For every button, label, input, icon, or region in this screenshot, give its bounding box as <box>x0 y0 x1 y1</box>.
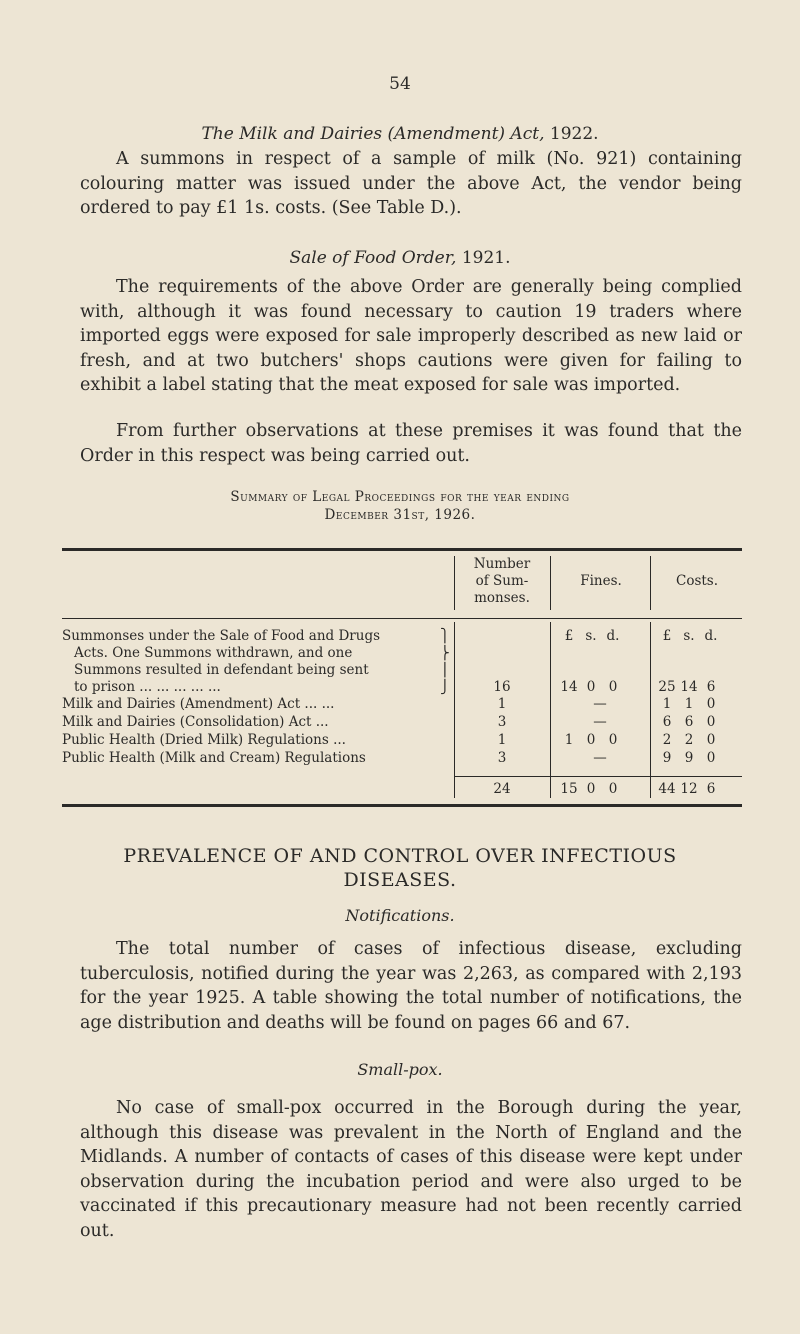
title-text: The Milk and Dairies (Amendment) Act, <box>201 124 545 144</box>
total-divider <box>650 778 651 798</box>
amount: 6 <box>684 714 694 730</box>
milk-dairies-act-title <box>0 124 800 144</box>
fines-cell: — <box>593 696 607 712</box>
sale-of-food-paragraph-2: From further observations at these premises it was found that the Order in this respect was being carried out. <box>80 421 742 466</box>
milk-dairies-paragraph: A summons in respect of a sample of milk (No. 921) containing colouring matter was issued under the above Act, the vendor being ordered to pay £1 1s. costs. (See Table D.). <box>80 149 742 218</box>
header-line: Number <box>473 556 531 572</box>
summonses-cell: 1 <box>497 696 507 712</box>
fines-header: Fines. <box>580 573 622 589</box>
column-divider <box>454 622 455 778</box>
fines-cell: — <box>593 750 607 766</box>
amount: 0 <box>586 732 596 748</box>
header-divider <box>650 556 651 610</box>
column-divider <box>650 622 651 778</box>
unit-pound: £ <box>564 628 574 644</box>
table-row-label: Public Health (Milk and Cream) Regulations <box>62 750 366 766</box>
amount: 1 <box>684 696 694 712</box>
small-pox-subtitle: Small-pox. <box>357 1060 443 1079</box>
summonses-header <box>457 556 547 607</box>
amount: 6 <box>662 714 672 730</box>
amount: 14 <box>680 679 698 695</box>
fines-cell <box>558 679 624 696</box>
amount: 0 <box>706 732 716 748</box>
legal-proceedings-table <box>62 548 742 800</box>
total-summonses: 24 <box>493 781 511 797</box>
header-rule <box>62 618 742 619</box>
unit-shilling: s. <box>585 628 597 644</box>
header-divider <box>454 556 455 610</box>
amount: 1 <box>564 732 574 748</box>
amount: 6 <box>706 679 716 695</box>
small-pox-paragraph: No case of small-pox occurred in the Borough during the year, although this disease was prevalent in the North of England and the Midlands. A number of contacts of cases of this disease were kept under observation during the incubation period and were also urged to be vaccinated if this precautionary measure had not been recently carried out. <box>80 1098 742 1241</box>
amount: 0 <box>586 781 596 797</box>
row-label: to prison ... ... ... ... ... <box>74 679 221 695</box>
summonses-cell: 16 <box>493 679 511 695</box>
total-fines <box>558 781 624 798</box>
title-year: 1922. <box>549 124 599 144</box>
amount: 0 <box>608 781 618 797</box>
summonses-cell: 1 <box>497 732 507 748</box>
costs-units <box>656 628 722 645</box>
total-rule <box>454 776 742 777</box>
notifications-subtitle: Notifications. <box>345 906 455 925</box>
table-row-label: Milk and Dairies (Consolidation) Act ... <box>62 714 329 730</box>
costs-cell <box>656 696 722 713</box>
amount: 0 <box>706 696 716 712</box>
amount: 0 <box>586 679 596 695</box>
amount: 0 <box>706 750 716 766</box>
fines-cell <box>558 732 624 749</box>
table-top-rule <box>62 548 742 551</box>
costs-cell <box>656 732 722 749</box>
amount: 15 <box>560 781 578 797</box>
amount: 2 <box>684 732 694 748</box>
costs-cell <box>656 750 722 767</box>
total-divider <box>550 778 551 798</box>
title-year: 1921. <box>461 248 511 268</box>
amount: 9 <box>662 750 672 766</box>
header-line: of Sum- <box>475 573 529 589</box>
sale-of-food-order-title <box>0 248 800 268</box>
amount: 9 <box>684 750 694 766</box>
costs-cell <box>656 679 722 696</box>
summonses-cell: 3 <box>497 750 507 766</box>
amount: 1 <box>662 696 672 712</box>
page-number: 54 <box>389 74 411 94</box>
unit-pence: d. <box>606 628 620 644</box>
amount: 0 <box>608 679 618 695</box>
heading-line: PREVALENCE OF AND CONTROL OVER INFECTIOUS <box>123 845 677 867</box>
summonses-cell: 3 <box>497 714 507 730</box>
unit-pound: £ <box>662 628 672 644</box>
amount: 25 <box>658 679 676 695</box>
amount: 0 <box>608 732 618 748</box>
header-line: monses. <box>474 590 530 606</box>
amount: 6 <box>706 781 716 797</box>
amount: 2 <box>662 732 672 748</box>
unit-shilling: s. <box>683 628 695 644</box>
amount: 14 <box>560 679 578 695</box>
total-costs <box>656 781 722 798</box>
fines-cell: — <box>593 714 607 730</box>
summary-heading-line2: December 31st, 1926. <box>324 507 476 523</box>
notifications-paragraph: The total number of cases of infectious disease, excluding tuberculosis, notified during the year was 2,263, as compared with 2,193 for the year 1925. A table showing the total number of notifications, the age distribution and deaths will be found on pages 66 and 67. <box>80 939 742 1033</box>
brace-symbol: ⎫ ⎬ ⎪ ⎭ <box>440 629 450 695</box>
costs-cell <box>656 714 722 731</box>
summary-heading <box>0 488 800 524</box>
amount: 0 <box>706 714 716 730</box>
row-label: Summons resulted in defendant being sent <box>74 662 369 678</box>
unit-pence: d. <box>704 628 718 644</box>
column-divider <box>550 622 551 778</box>
sale-of-food-paragraph-1: The requirements of the above Order are generally being complied with, although it was found necessary to caution 19 traders where imported eggs were exposed for sale improperly described as new laid or fresh, and at two butchers' shops cautions were given for failing to exhibit a label stating that the meat exposed for sale was imported. <box>80 277 742 395</box>
row-label: Summonses under the Sale of Food and Drugs <box>62 628 381 644</box>
title-text: Sale of Food Order, <box>289 248 457 268</box>
heading-line: DISEASES. <box>343 869 457 891</box>
infectious-diseases-heading <box>0 844 800 892</box>
summary-heading-line1: Summary of Legal Proceedings for the year ending <box>230 489 570 505</box>
table-row-label: Public Health (Dried Milk) Regulations ... <box>62 732 346 748</box>
table-row <box>62 628 442 696</box>
costs-header: Costs. <box>675 573 719 589</box>
fines-units <box>558 628 624 645</box>
table-bottom-rule <box>62 804 742 807</box>
total-divider <box>454 778 455 798</box>
table-row-label: Milk and Dairies (Amendment) Act ... ... <box>62 696 335 712</box>
header-divider <box>550 556 551 610</box>
row-label: Acts. One Summons withdrawn, and one <box>74 645 353 661</box>
amount: 12 <box>680 781 698 797</box>
amount: 44 <box>658 781 676 797</box>
